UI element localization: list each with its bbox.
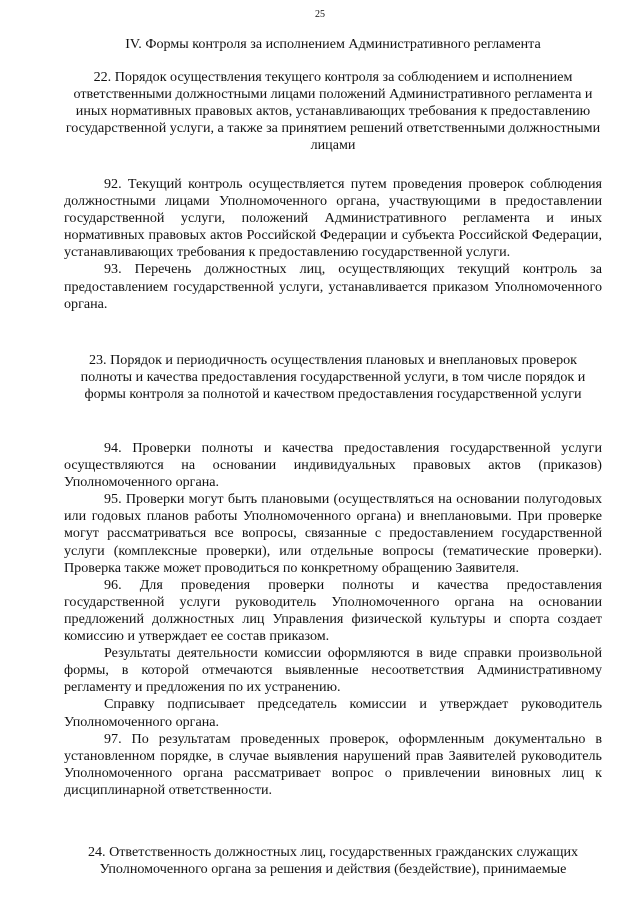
- heading-23: 23. Порядок и периодичность осуществления плановых и внеплановых проверок полноты и качества предоставления государственной услуги, в том числе порядок и формы контроля за полнотой и качеством предоставления государственной услуги: [80, 352, 586, 402]
- paragraph-95: 95. Проверки могут быть плановыми (осуществляться на основании полугодовых или годовых планов работы Уполномоченного органа) и внеплановыми. При проверке могут рассматриваться все вопросы, связанные с предоставлением государственной услуги (комплексные проверки), или отдельные вопросы (тематические проверки). Проверка также может проводиться по конкретному обращению Заявителя.: [64, 491, 602, 576]
- heading-22: 22. Порядок осуществления текущего контроля за соблюдением и исполнением ответственными должностными лицами положений Административного регламента и иных нормативных правовых актов, устанавливающих требования к предоставлению государственной услуги, а также за принятием решений ответственными должностными лицами: [65, 69, 601, 153]
- heading-24: 24. Ответственность должностных лиц, государственных гражданских служащих Уполномоченного органа за решения и действия (бездействие), принимаемые: [87, 844, 579, 877]
- section-title: IV. Формы контроля за исполнением Административного регламента: [125, 36, 541, 52]
- paragraph-97: 97. По результатам проведенных проверок, оформленным документально в установленном порядке, в случае выявления нарушений прав Заявителей руководитель Уполномоченного органа рассматривает вопрос о привлечении виновных лиц к дисциплинарной ответственности.: [64, 730, 602, 798]
- paragraph-94: 94. Проверки полноты и качества предоставления государственной услуги осуществляются на основании индивидуальных правовых актов (приказов) Уполномоченного органа.: [64, 440, 602, 491]
- paragraph-96: 96. Для проведения проверки полноты и качества предоставления государственной услуги руководитель Уполномоченного органа на основании предложений должностных лиц Управления физической культуры и спорта создает комиссию и утверждает ее состав приказом.: [64, 576, 602, 645]
- paragraph-92: 92. Текущий контроль осуществляется путем проведения проверок соблюдения должностными лицами Уполномоченного органа, участвующими в предоставлении государственной услуги, положений Административного регламента и иных нормативных правовых актов Российской Федерации и субъекта Российской Федерации, устанавливающих требования к предоставлению государственной услуги.: [64, 176, 602, 261]
- page-number: 25: [315, 9, 325, 20]
- paragraphs-94-97: [64, 440, 602, 799]
- paragraph-sign: Справку подписывает председатель комиссии и утверждает руководитель Уполномоченного органа.: [64, 696, 602, 730]
- paragraph-93: 93. Перечень должностных лиц, осуществляющих текущий контроль за предоставлением государственной услуги, устанавливается приказом Уполномоченного органа.: [64, 261, 602, 312]
- paragraphs-92-93: [64, 176, 602, 313]
- paragraph-results: Результаты деятельности комиссии оформляются в виде справки произвольной формы, в которой отмечаются выявленные несоответствия Административному регламенту и предложения по их устранению.: [64, 645, 602, 696]
